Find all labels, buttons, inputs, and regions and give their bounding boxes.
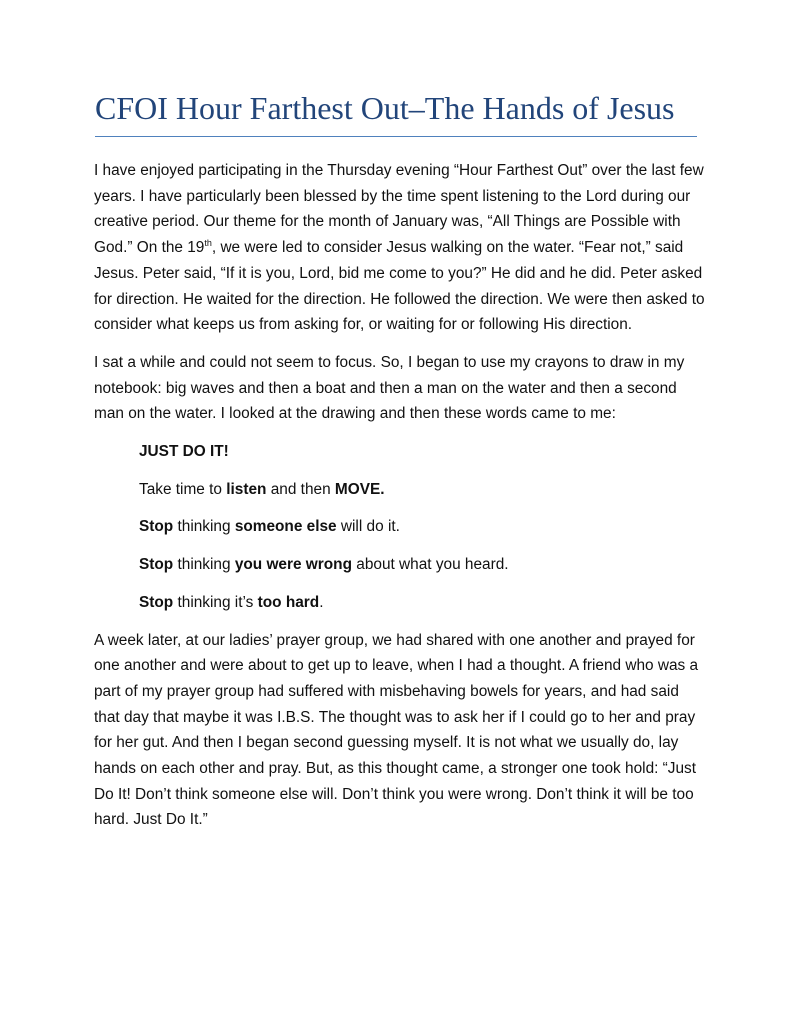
line5-text-b: thinking it’s bbox=[173, 593, 258, 611]
title-underline bbox=[95, 136, 697, 137]
indented-list bbox=[139, 439, 706, 616]
line4-text-d: about what you heard. bbox=[351, 556, 509, 574]
just-do-it-text: JUST DO IT! bbox=[139, 443, 229, 461]
paragraph-1 bbox=[94, 158, 706, 338]
line2-text-a: Take time to bbox=[139, 480, 227, 498]
line5-bold-stop: Stop bbox=[139, 593, 174, 611]
line3-text-b: thinking bbox=[173, 518, 235, 536]
line3-bold-stop: Stop bbox=[139, 518, 174, 536]
line5-text-d: . bbox=[319, 593, 324, 611]
line4-bold-stop: Stop bbox=[139, 556, 174, 574]
paragraph-1-part-a: I have enjoyed participating in the Thursday evening “Hour Farthest Out” over the last few years. I have particularly been blessed by the time spent listening to the Lord during our creative period. Our theme for the month of January was, “All Things are Possible with God.” On the 19 bbox=[94, 162, 704, 257]
ordinal-suffix: th bbox=[204, 237, 212, 248]
paragraph-2: I sat a while and could not seem to focus. So, I began to use my crayons to draw in my notebook: big waves and then a boat and then a man on the water and then a second man on the water. I looked at the drawing and then these words came to me: bbox=[94, 353, 685, 423]
line3-text-d: will do it. bbox=[336, 518, 400, 536]
line5-bold-too-hard: too hard bbox=[257, 593, 320, 611]
list-item-listen bbox=[139, 477, 706, 503]
list-item-someone-else bbox=[139, 514, 706, 540]
line2-bold-listen: listen bbox=[226, 480, 267, 498]
line3-bold-someone-else: someone else bbox=[234, 518, 337, 536]
line2-text-c: and then bbox=[266, 480, 335, 498]
paragraph-3: A week later, at our ladies’ prayer group, we had shared with one another and prayed for one another and were about to get up to leave, when I had a thought. A friend who was a part of my prayer group had suffered with misbehaving bowels for years, and had said that day that maybe it was I.B.S. The thought was to ask her if I could go to her and pray for her gut. And then I began second guessing myself. It is not what we usually do, lay hands on each other and pray. But, as this thought came, a stronger one took hold: “Just Do It! Don’t think someone else will. Don’t think you were wrong. Don’t think it will be too hard. Just Do It.” bbox=[94, 631, 699, 829]
list-item-too-hard bbox=[139, 590, 706, 616]
list-item-you-were-wrong bbox=[139, 552, 706, 578]
paragraph-1-part-b: , we were led to consider Jesus walking on the water. “Fear not,” said Jesus. Peter said, “If it is you, Lord, bid me come to you?” He did and he did. Peter asked for direction. He waited for the direction. He followed the direction. We were then asked to consider what keeps us from asking for, or waiting for or following His direction. bbox=[94, 239, 705, 334]
line2-bold-move: MOVE. bbox=[334, 480, 385, 498]
list-item-just-do-it bbox=[139, 439, 706, 465]
document-title: CFOI Hour Farthest Out–The Hands of Jesus bbox=[95, 90, 675, 126]
document-body bbox=[94, 158, 706, 845]
line4-text-b: thinking bbox=[173, 556, 235, 574]
line4-bold-you-were-wrong: you were wrong bbox=[234, 556, 352, 574]
